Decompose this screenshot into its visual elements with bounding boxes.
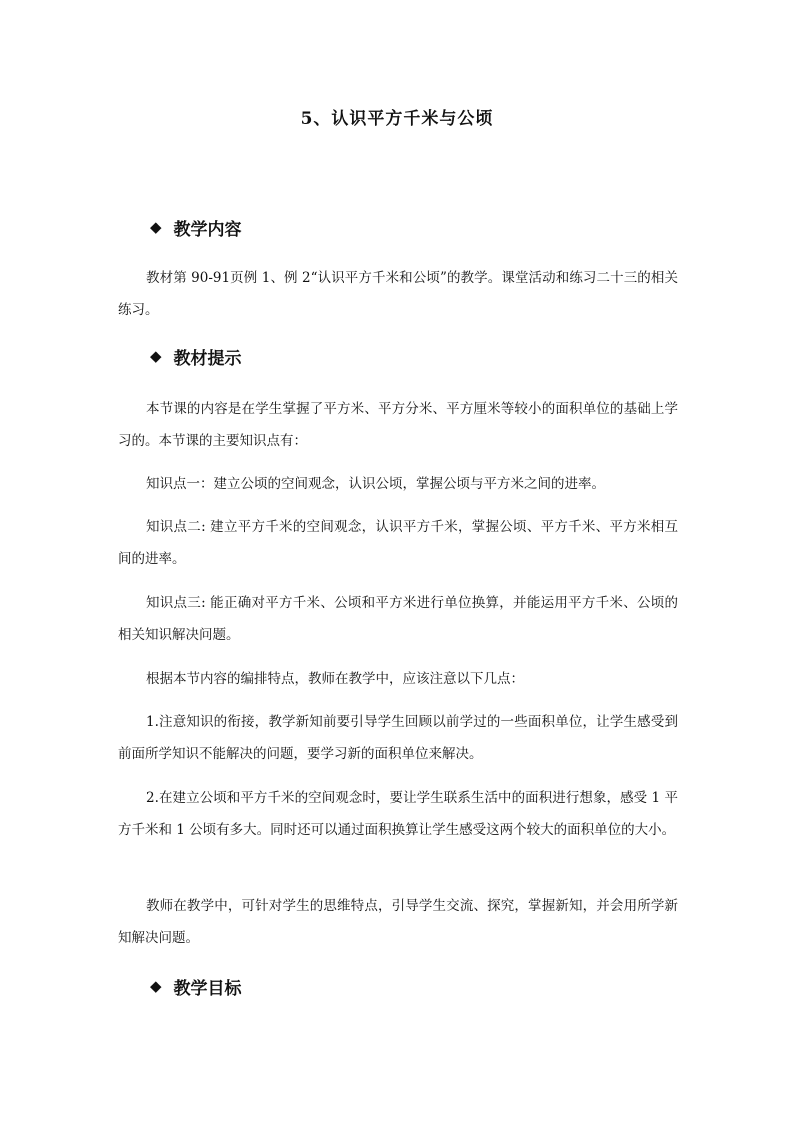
diamond-bullet-icon: ◆ bbox=[150, 218, 162, 236]
diamond-bullet-icon: ◆ bbox=[150, 977, 162, 995]
section-heading-label: 教材提示 bbox=[173, 349, 242, 369]
section-heading-teaching-content bbox=[150, 215, 242, 240]
paragraph: 2.在建立公顷和平方千米的空间观念时，要让学生联系生活中的面积进行想象，感受 1 平方千米和 1 公顷有多大。同时还可以通过面积换算让学生感受这两个较大的面积单位的大小。 bbox=[118, 790, 678, 838]
paragraph: 本节课的内容是在学生掌握了平方米、平方分米、平方厘米等较小的面积单位的基础上学习的。本节课的主要知识点有： bbox=[118, 401, 678, 449]
section-heading-teaching-goals bbox=[150, 974, 242, 999]
section-heading-textbook-tips bbox=[150, 344, 242, 369]
section-heading-label: 教学目标 bbox=[173, 979, 242, 999]
paragraph: 教师在教学中，可针对学生的思维特点，引导学生交流、探究，掌握新知，并会用所学新知解决问题。 bbox=[118, 898, 678, 946]
page-title: 5、认识平方千米与公顷 bbox=[300, 109, 494, 129]
paragraph: 知识点二: 建立平方千米的空间观念，认识平方千米，掌握公顷、平方千米、平方米相互间的进率。 bbox=[118, 519, 678, 567]
paragraph: 根据本节内容的编排特点，教师在教学中，应该注意以下几点： bbox=[146, 671, 524, 687]
paragraph: 1.注意知识的衔接，教学新知前要引导学生回顾以前学过的一些面积单位，让学生感受到前面所学知识不能解决的问题，要学习新的面积单位来解决。 bbox=[118, 714, 678, 762]
paragraph: 知识点三: 能正确对平方千米、公顷和平方米进行单位换算，并能运用平方千米、公顷的相关知识解决问题。 bbox=[118, 595, 678, 643]
diamond-bullet-icon: ◆ bbox=[150, 347, 162, 365]
paragraph: 知识点一：建立公顷的空间观念，认识公顷，掌握公顷与平方米之间的进率。 bbox=[146, 476, 605, 492]
paragraph: 教材第 90-91页例 1、例 2“认识平方千米和公顷”的教学。课堂活动和练习二十三的相关练习。 bbox=[118, 270, 678, 318]
section-heading-label: 教学内容 bbox=[173, 220, 242, 240]
